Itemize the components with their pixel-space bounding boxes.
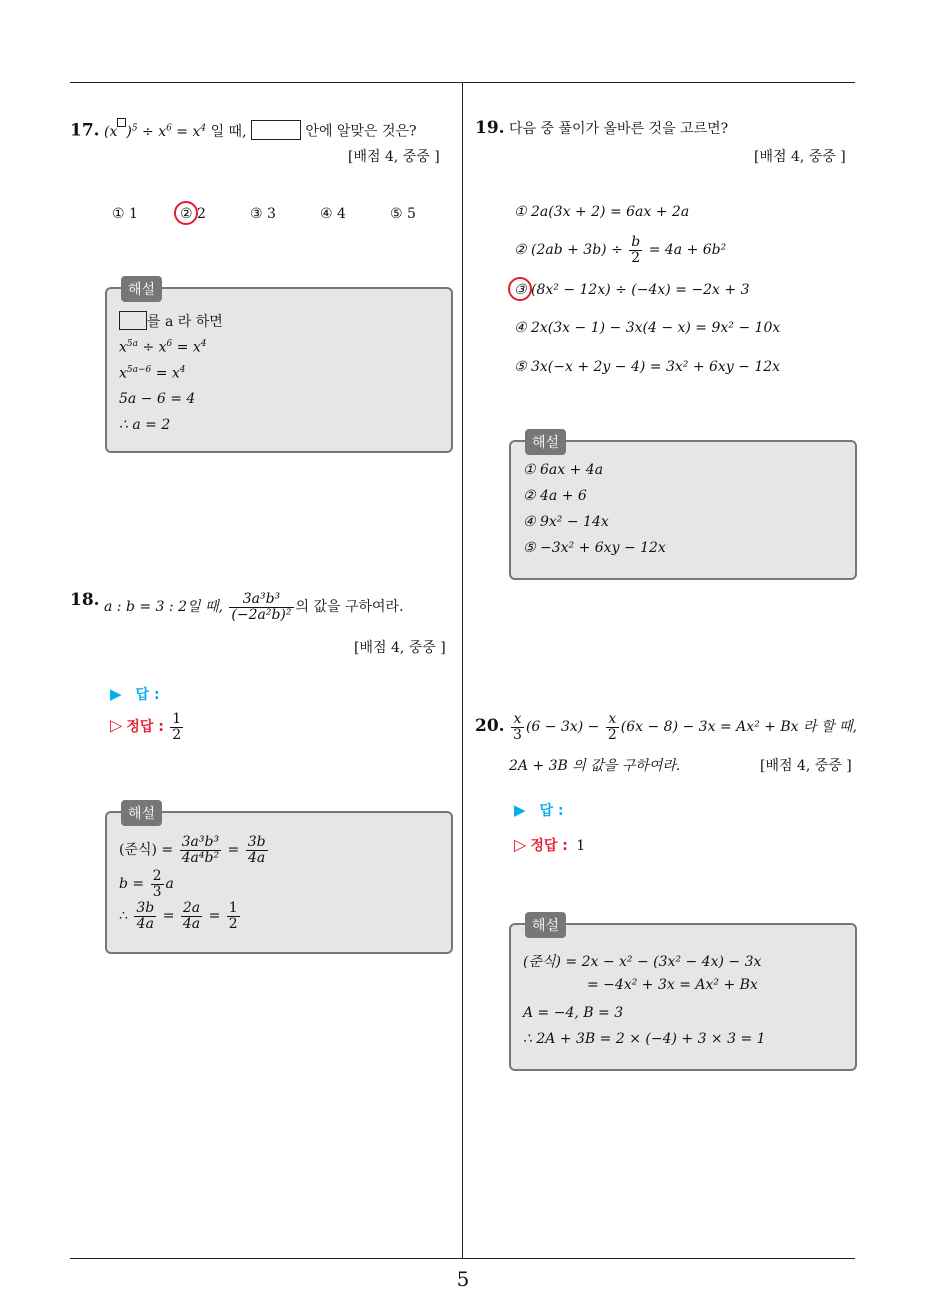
q19-sol-line-2: ② 4a + 6 xyxy=(523,488,587,504)
q20-meta: [배점 4, 중중 ] xyxy=(760,758,852,774)
q19-sol-line-3: ④ 9x² − 14x xyxy=(523,514,609,530)
q18-correct-arrow-icon: ▷ xyxy=(110,715,123,735)
q18-meta: [배점 4, 중중 ] xyxy=(354,640,446,656)
q17-sol-line-3: $x^{5a-6} = x^4$ xyxy=(119,365,186,382)
q17-stem-tail: 안에 알맞은 것은? xyxy=(300,123,417,140)
page-number: 5 xyxy=(456,1267,470,1291)
q18-answer-row[interactable]: ▶ 답 : xyxy=(110,685,160,703)
q18-correct-fraction: $\frac{1}{2}$ xyxy=(172,711,182,743)
q17-option-4[interactable]: ④ 4 xyxy=(320,206,346,222)
q18-correct-row: ▷ 정답 : $\frac{1}{2}$ xyxy=(110,711,182,743)
q20-sol-line-1: (준식) = 2x − x² − (3x² − 4x) − 3x xyxy=(523,954,762,970)
q19-option-1[interactable]: ① 2a(3x + 2) = 6ax + 2a xyxy=(514,204,690,220)
q19-stem-line xyxy=(475,118,728,138)
q17-option-5[interactable]: ⑤ 5 xyxy=(390,206,416,222)
bottom-rule xyxy=(70,1258,855,1259)
q20-solution-tag: 해설 xyxy=(525,912,566,938)
q19-solution-tag: 해설 xyxy=(525,429,566,455)
q19-sol-line-4: ⑤ −3x² + 6xy − 12x xyxy=(523,540,666,556)
q17-sol-line-4: 5a − 6 = 4 xyxy=(119,391,196,407)
q18-answer-arrow-icon: ▶ xyxy=(110,685,122,703)
q18-solution-tag: 해설 xyxy=(121,800,162,826)
q18-stem: a : b = 3 : 2일 때, $\frac{\text{3a³b³}}{\text{(−2a²b)²}}$ 의 값을 구하여라. xyxy=(104,591,404,623)
q20-stem: $\frac{x}{3}$ (6 − 3x) − $\frac{x}{2}$ (6x − 8) − 3x = Ax² + Bx 라 할 때, xyxy=(513,711,857,743)
q18-sol-line-2: b = $\frac{2}{3}$ a xyxy=(119,868,174,900)
q17-solution-tag: 해설 xyxy=(121,276,162,302)
q17-sol-line-5: ∴ a = 2 xyxy=(119,417,171,433)
q19-stem: 다음 중 풀이가 올바른 것을 고르면? xyxy=(509,121,729,137)
q17-sol-box xyxy=(119,311,147,330)
q19-option-3[interactable]: ③ (8x² − 12x) ÷ (−4x) = −2x + 3 xyxy=(514,282,750,298)
q19-option-4[interactable]: ④ 2x(3x − 1) − 3x(4 − x) = 9x² − 10x xyxy=(514,320,781,336)
q17-selected-circle xyxy=(174,201,198,225)
q17-exponent-box xyxy=(117,118,126,127)
q19-option-5[interactable]: ⑤ 3x(−x + 2y − 4) = 3x² + 6xy − 12x xyxy=(514,359,781,375)
q20-sol-line-3: A = −4, B = 3 xyxy=(523,1005,624,1021)
column-divider xyxy=(462,83,463,1258)
q18-sol-line-1: (준식) = $\frac{\text{3a³b³}}{\text{4a⁴b²}}$ = $\frac{3b}{4a}$ xyxy=(119,834,266,866)
q17-stem: (x )$^5 \div x^6 = x^4$ 일 때, xyxy=(104,124,251,140)
q20-stem-line-2: 2A + 3B 의 값을 구하여라. xyxy=(509,758,681,774)
q17-option-3[interactable]: ③ 3 xyxy=(250,206,276,222)
q18-number: 18. xyxy=(70,590,100,610)
q17-blank-box xyxy=(251,120,301,140)
q19-option-2[interactable]: ② (2ab + 3b) ÷ $\frac{b}{2}$ = 4a + 6b² xyxy=(514,234,727,266)
q20-correct-row: ▷ 정답 : 1 xyxy=(514,835,586,854)
q20-correct-arrow-icon: ▷ xyxy=(514,835,527,854)
q17-option-2[interactable]: ② 2 xyxy=(180,206,206,222)
q17-stem-line xyxy=(70,118,417,141)
q20-answer-arrow-icon: ▶ xyxy=(514,801,526,819)
q18-sol-line-3: ∴ $\frac{3b}{4a}$ = $\frac{2a}{4a}$ = $\frac{1}{2}$ xyxy=(119,900,238,932)
q19-selected-circle xyxy=(508,277,532,301)
q19-meta: [배점 4, 중중 ] xyxy=(754,149,846,165)
q19-solution-box xyxy=(509,435,857,580)
q17-number: 17. xyxy=(70,120,100,141)
q17-option-1[interactable]: ① 1 xyxy=(112,206,138,222)
q19-number: 19. xyxy=(475,118,505,138)
q20-answer-row[interactable]: ▶ 답 : xyxy=(514,801,564,819)
q17-solution-box xyxy=(105,282,453,453)
q20-sol-line-4: ∴ 2A + 3B = 2 × (−4) + 3 × 3 = 1 xyxy=(523,1031,766,1047)
q17-sol-line-2: $x^{5a} \div x^6 = x^4$ xyxy=(119,339,207,356)
q20-solution-box xyxy=(509,918,857,1071)
q20-number: 20. xyxy=(475,716,505,737)
q18-stem-fraction: $\frac{\text{3a³b³}}{\text{(−2a²b)²}}$ xyxy=(231,591,292,623)
q20-sol-line-2: = −4x² + 3x = Ax² + Bx xyxy=(587,977,758,993)
q18-solution-box xyxy=(105,806,453,954)
q19-sol-line-1: ① 6ax + 4a xyxy=(523,462,604,478)
q17-sol-line-1: 를 a 라 하면 xyxy=(119,311,223,331)
q20-stem-line xyxy=(475,712,857,742)
q20-correct-value: 1 xyxy=(576,838,586,854)
q17-meta: [배점 4, 중중 ] xyxy=(348,149,440,165)
